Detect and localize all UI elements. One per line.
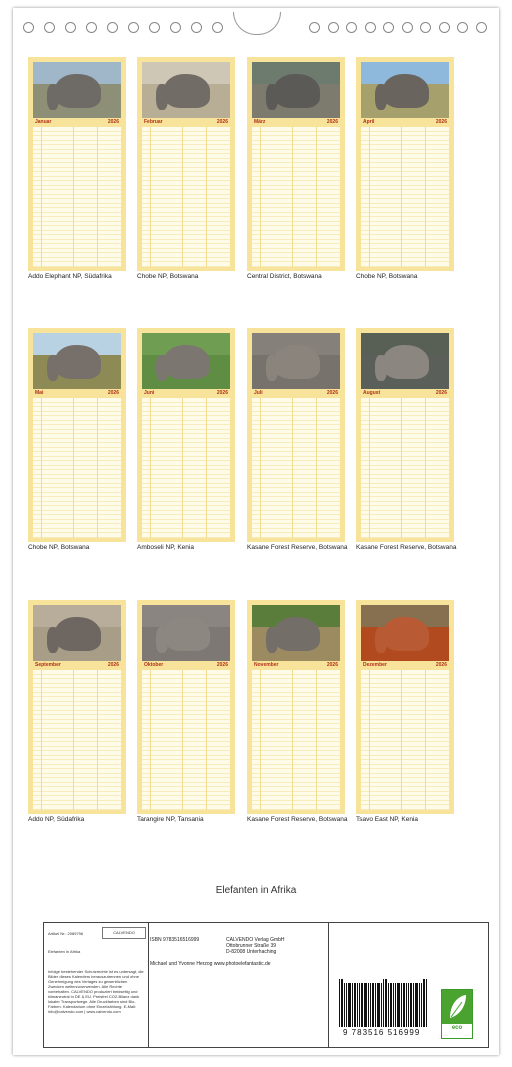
grid-divider <box>150 127 151 267</box>
month-year: 2026 <box>216 662 228 668</box>
planner-grid <box>142 127 230 267</box>
month-year: 2026 <box>435 662 447 668</box>
month-year: 2026 <box>326 390 338 396</box>
grid-divider <box>41 398 42 538</box>
month-header <box>252 390 340 398</box>
planner-grid <box>33 398 121 538</box>
grid-divider <box>182 127 183 267</box>
grid-divider <box>97 127 98 267</box>
binding-ring <box>476 22 487 33</box>
month-year: 2026 <box>107 119 119 125</box>
photo-caption: Central District, Botswana <box>247 273 322 280</box>
info-right-column <box>328 923 489 1047</box>
binding-ring <box>420 22 431 33</box>
month-panel-4 <box>356 57 454 280</box>
month-header <box>142 119 230 127</box>
elephant-photo <box>361 333 449 389</box>
elephant-shape <box>55 74 101 108</box>
photo-caption: Addo NP, Südafrika <box>28 816 85 823</box>
elephant-shape <box>274 74 320 108</box>
elephant-photo <box>361 62 449 118</box>
barcode-bar <box>346 983 347 1027</box>
month-name: März <box>254 119 266 125</box>
month-header <box>361 662 449 670</box>
elephant-shape <box>383 345 429 379</box>
elephant-trunk-shape <box>266 84 278 110</box>
elephant-shape <box>55 617 101 651</box>
planner-grid <box>33 127 121 267</box>
elephant-photo <box>252 605 340 661</box>
grid-divider <box>369 670 370 810</box>
planner-grid <box>361 670 449 810</box>
month-year: 2026 <box>326 662 338 668</box>
binding-ring <box>23 22 34 33</box>
binding-ring <box>128 22 139 33</box>
barcode-bar <box>403 983 405 1027</box>
barcode-bar <box>423 979 425 1027</box>
info-middle-column <box>148 923 328 1047</box>
month-year: 2026 <box>435 119 447 125</box>
month-header <box>252 119 340 127</box>
binding-ring <box>365 22 376 33</box>
elephant-photo <box>33 62 121 118</box>
barcode-bar <box>361 983 363 1027</box>
elephant-shape <box>274 345 320 379</box>
elephant-shape <box>383 617 429 651</box>
binding-ring <box>86 22 97 33</box>
isbn: ISBN 9783516516999 <box>150 937 200 943</box>
eco-label: eco <box>451 1025 463 1031</box>
grid-divider <box>182 670 183 810</box>
barcode-bar <box>395 983 396 1027</box>
month-panel-3 <box>247 57 345 280</box>
grid-divider <box>292 127 293 267</box>
month-panel-7 <box>247 328 348 551</box>
grid-divider <box>206 670 207 810</box>
elephant-trunk-shape <box>375 627 387 653</box>
elephant-trunk-shape <box>375 84 387 110</box>
barcode-bar <box>393 983 394 1027</box>
planner-grid <box>361 127 449 267</box>
grid-divider <box>401 670 402 810</box>
elephant-photo <box>142 62 230 118</box>
planner-grid <box>252 398 340 538</box>
photo-caption: Chobe NP, Botswana <box>28 544 90 551</box>
grid-divider <box>206 398 207 538</box>
grid-divider <box>73 398 74 538</box>
photo-caption: Chobe NP, Botswana <box>137 273 199 280</box>
elephant-trunk-shape <box>156 355 168 381</box>
grid-divider <box>73 127 74 267</box>
month-header <box>33 662 121 670</box>
month-year: 2026 <box>107 390 119 396</box>
month-panel-6 <box>137 328 235 551</box>
barcode-bar <box>419 983 420 1027</box>
elephant-photo <box>252 333 340 389</box>
grid-divider <box>150 670 151 810</box>
photo-caption: Tarangire NP, Tansania <box>137 816 204 823</box>
elephant-trunk-shape <box>156 84 168 110</box>
month-name: Mai <box>35 390 44 396</box>
grid-divider <box>292 398 293 538</box>
binding-ring <box>191 22 202 33</box>
elephant-shape <box>383 74 429 108</box>
publisher-street: Ottobrunner Straße 39 <box>226 943 277 949</box>
photo-caption: Kasane Forest Reserve, Botswana <box>247 544 348 551</box>
elephant-photo <box>142 333 230 389</box>
leaf-icon <box>442 990 472 1024</box>
grid-divider <box>369 127 370 267</box>
grid-divider <box>425 670 426 810</box>
barcode-bar <box>364 983 367 1027</box>
month-year: 2026 <box>435 390 447 396</box>
month-name: September <box>35 662 61 668</box>
month-header <box>33 390 121 398</box>
month-header <box>252 662 340 670</box>
barcode-bar <box>415 983 418 1027</box>
binding-ring <box>439 22 450 33</box>
grid-divider <box>316 127 317 267</box>
barcode-bar <box>381 983 382 1027</box>
grid-divider <box>97 398 98 538</box>
month-name: Februar <box>144 119 163 125</box>
month-header <box>361 390 449 398</box>
barcode-bar <box>372 983 374 1027</box>
month-year: 2026 <box>216 119 228 125</box>
binding-ring <box>346 22 357 33</box>
month-panel-1 <box>28 57 126 280</box>
month-year: 2026 <box>326 119 338 125</box>
month-name: Januar <box>35 119 52 125</box>
barcode-bar <box>388 983 389 1027</box>
binding-ring <box>383 22 394 33</box>
month-name: November <box>254 662 279 668</box>
barcode-bar <box>370 983 371 1027</box>
month-panel-11 <box>247 600 348 823</box>
grid-divider <box>260 127 261 267</box>
barcode-bar <box>357 983 358 1027</box>
grid-divider <box>41 127 42 267</box>
grid-divider <box>369 398 370 538</box>
month-panel-2 <box>137 57 235 280</box>
grid-divider <box>206 127 207 267</box>
photo-caption: Addo Elephant NP, Südafrika <box>28 273 112 280</box>
binding-ring <box>212 22 223 33</box>
legal-text: Infolge bestehender Schutzrechte ist es untersagt, die Bilder dieses Kalenders herauszutrennen und ohne Genehmigung des Verlages zu gewerblichen Zwecken weiterzuverwenden. Alle Rechte vorbehalten. CALVENDO produziert beidseitig und klimaneutral in DE & EU. Preisfrei CO2-Bilanz dank lokaler Transportwege. Alle Druckfarben sind Bio-Farben. Kalendarium ohne Einzelzählung. E-Mail: info@calvendo.com | www.calvendo.com <box>48 969 144 1014</box>
elephant-shape <box>164 74 210 108</box>
grid-divider <box>41 670 42 810</box>
month-header <box>142 662 230 670</box>
grid-divider <box>425 398 426 538</box>
elephant-photo <box>361 605 449 661</box>
month-panel-12 <box>356 600 454 823</box>
grid-divider <box>316 398 317 538</box>
barcode-bar <box>348 983 351 1027</box>
grid-divider <box>260 398 261 538</box>
elephant-trunk-shape <box>156 627 168 653</box>
barcode-bar <box>344 983 345 1027</box>
barcode-bar <box>408 983 409 1027</box>
planner-grid <box>142 398 230 538</box>
elephant-photo <box>33 605 121 661</box>
barcode-number: 9 783516 516999 <box>343 1028 421 1037</box>
elephant-shape <box>274 617 320 651</box>
planner-grid <box>33 670 121 810</box>
photo-caption: Kasane Forest Reserve, Botswana <box>247 816 348 823</box>
binding-ring <box>402 22 413 33</box>
grid-divider <box>182 398 183 538</box>
binding-ring <box>65 22 76 33</box>
barcode-bar <box>341 979 343 1027</box>
elephant-trunk-shape <box>47 627 59 653</box>
eco-badge <box>441 989 473 1039</box>
authors: Michael und Yvonne Herzog www.photoelefantastic.de <box>150 961 271 967</box>
planner-grid <box>252 127 340 267</box>
elephant-photo <box>252 62 340 118</box>
month-header <box>33 119 121 127</box>
publisher-city: D-82008 Unterhaching <box>226 949 277 955</box>
barcode <box>339 979 429 1027</box>
elephant-shape <box>55 345 101 379</box>
grid-divider <box>292 670 293 810</box>
calvendo-logo: CALVENDO <box>102 927 146 939</box>
photo-caption: Kasane Forest Reserve, Botswana <box>356 544 457 551</box>
barcode-bar <box>421 983 422 1027</box>
grid-divider <box>97 670 98 810</box>
month-panel-5 <box>28 328 126 551</box>
barcode-bar <box>413 983 414 1027</box>
publisher-name: CALVENDO Verlag GmbH <box>226 937 285 943</box>
month-name: Juli <box>254 390 263 396</box>
barcode-bar <box>397 983 400 1027</box>
photo-caption: Tsavo East NP, Kenia <box>356 816 419 823</box>
barcode-bar <box>390 983 392 1027</box>
barcode-bar <box>406 983 407 1027</box>
elephant-photo <box>33 333 121 389</box>
barcode-bar <box>375 983 376 1027</box>
month-panel-10 <box>137 600 235 823</box>
month-name: April <box>363 119 375 125</box>
month-header <box>361 119 449 127</box>
grid-divider <box>316 670 317 810</box>
elephant-shape <box>164 617 210 651</box>
elephant-photo <box>142 605 230 661</box>
month-name: Juni <box>144 390 155 396</box>
calendar-title: Elefanten in Afrika <box>215 885 297 896</box>
info-box <box>43 922 489 1048</box>
elephant-shape <box>164 345 210 379</box>
grid-divider <box>425 127 426 267</box>
article-number: Artikel Nr.: 2089796 <box>48 931 84 936</box>
barcode-bar <box>377 983 380 1027</box>
elephant-trunk-shape <box>266 355 278 381</box>
product-title: Elefanten in Afrika <box>48 949 81 954</box>
barcode-bar <box>359 983 360 1027</box>
barcode-bar <box>354 983 356 1027</box>
grid-divider <box>73 670 74 810</box>
binding-ring <box>44 22 55 33</box>
photo-caption: Chobe NP, Botswana <box>356 273 418 280</box>
barcode-bar <box>426 979 427 1027</box>
elephant-trunk-shape <box>47 355 59 381</box>
elephant-trunk-shape <box>47 84 59 110</box>
binding-ring <box>107 22 118 33</box>
photo-caption: Amboseli NP, Kenia <box>137 544 194 551</box>
binding-ring <box>170 22 181 33</box>
calendar-page <box>13 8 499 1055</box>
month-panel-9 <box>28 600 126 823</box>
elephant-trunk-shape <box>266 627 278 653</box>
barcode-bar <box>385 979 387 1027</box>
grid-divider <box>401 127 402 267</box>
binding-ring <box>328 22 339 33</box>
grid-divider <box>401 398 402 538</box>
barcode-bar <box>368 983 369 1027</box>
barcode-bar <box>410 983 412 1027</box>
month-name: Dezember <box>363 662 387 668</box>
planner-grid <box>252 670 340 810</box>
planner-grid <box>361 398 449 538</box>
binding-ring <box>149 22 160 33</box>
barcode-bar <box>339 979 340 1027</box>
barcode-bar <box>383 979 384 1027</box>
elephant-trunk-shape <box>375 355 387 381</box>
grid-divider <box>260 670 261 810</box>
month-panel-8 <box>356 328 457 551</box>
planner-grid <box>142 670 230 810</box>
binding-ring <box>309 22 320 33</box>
info-left-column <box>44 923 149 1047</box>
grid-divider <box>150 398 151 538</box>
month-year: 2026 <box>107 662 119 668</box>
month-name: August <box>363 390 381 396</box>
month-name: Oktober <box>144 662 164 668</box>
barcode-bar <box>401 983 402 1027</box>
barcode-bar <box>352 983 353 1027</box>
month-header <box>142 390 230 398</box>
binding-ring <box>457 22 468 33</box>
month-year: 2026 <box>216 390 228 396</box>
